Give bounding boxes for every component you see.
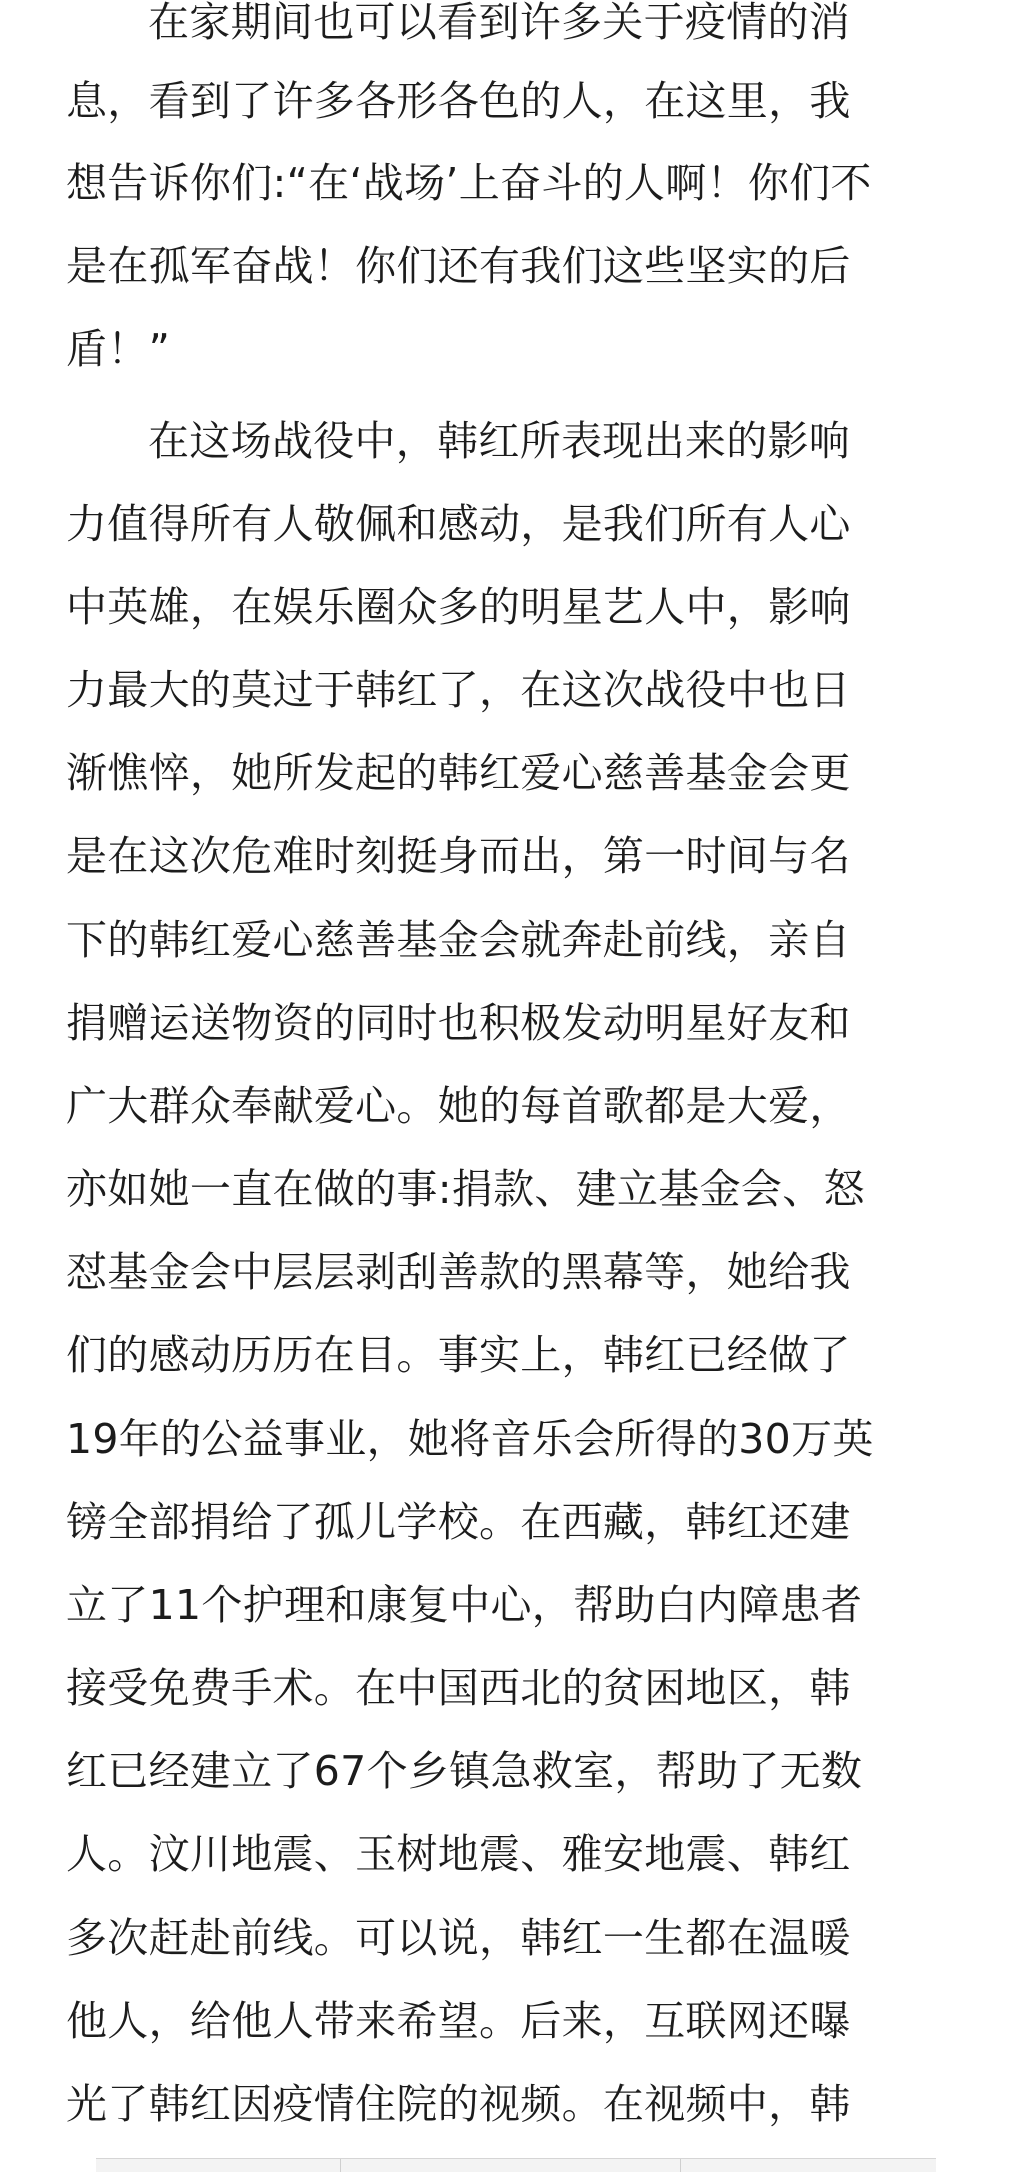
text-line: 力最大的莫过于韩红了，在这次战役中也日 bbox=[66, 666, 851, 714]
text-line: 盾！” bbox=[66, 325, 171, 373]
text-line: 人。汶川地震、玉树地震、雅安地震、韩红 bbox=[66, 1830, 851, 1878]
text-line: 息，看到了许多各形各色的人，在这里，我 bbox=[66, 77, 851, 125]
text-line: 是在孤军奋战！你们还有我们这些坚实的后 bbox=[66, 242, 851, 290]
toolbar-divider bbox=[680, 2159, 681, 2172]
text-line: 怼基金会中层层剥刮善款的黑幕等，她给我 bbox=[66, 1248, 851, 1296]
text-line: 亦如她一直在做的事:捐款、建立基金会、怒 bbox=[66, 1165, 865, 1213]
text-line: 想告诉你们:“在‘战场’上奋斗的人啊！你们不 bbox=[66, 159, 872, 207]
toolbar-divider bbox=[340, 2159, 341, 2172]
text-line: 立了11个护理和康复中心，帮助白内障患者 bbox=[66, 1581, 863, 1629]
text-line: 在家期间也可以看到许多关于疫情的消 bbox=[148, 0, 851, 46]
text-line: 广大群众奉献爱心。她的每首歌都是大爱， bbox=[66, 1082, 851, 1130]
text-line: 在这场战役中，韩红所表现出来的影响 bbox=[148, 417, 851, 465]
text-line: 下的韩红爱心慈善基金会就奔赴前线，亲自 bbox=[66, 916, 851, 964]
text-line: 们的感动历历在目。事实上，韩红已经做了 bbox=[66, 1331, 851, 1379]
text-line: 捐赠运送物资的同时也积极发动明星好友和 bbox=[66, 999, 851, 1047]
text-line: 镑全部捐给了孤儿学校。在西藏，韩红还建 bbox=[66, 1498, 851, 1546]
text-line: 红已经建立了67个乡镇急救室，帮助了无数 bbox=[66, 1747, 863, 1795]
text-line: 力值得所有人敬佩和感动，是我们所有人心 bbox=[66, 500, 851, 548]
text-line: 中英雄，在娱乐圈众多的明星艺人中，影响 bbox=[66, 583, 851, 631]
text-line: 光了韩红因疫情住院的视频。在视频中，韩 bbox=[66, 2080, 851, 2128]
text-line: 接受免费手术。在中国西北的贫困地区，韩 bbox=[66, 1664, 851, 1712]
text-line: 他人，给他人带来希望。后来，互联网还曝 bbox=[66, 1997, 851, 2045]
text-line: 渐憔悴，她所发起的韩红爱心慈善基金会更 bbox=[66, 749, 851, 797]
bottom-toolbar-edge bbox=[96, 2158, 936, 2172]
text-line: 19年的公益事业，她将音乐会所得的30万英 bbox=[66, 1415, 874, 1463]
text-line: 是在这次危难时刻挺身而出，第一时间与名 bbox=[66, 832, 851, 880]
text-line: 多次赶赴前线。可以说，韩红一生都在温暖 bbox=[66, 1914, 851, 1962]
